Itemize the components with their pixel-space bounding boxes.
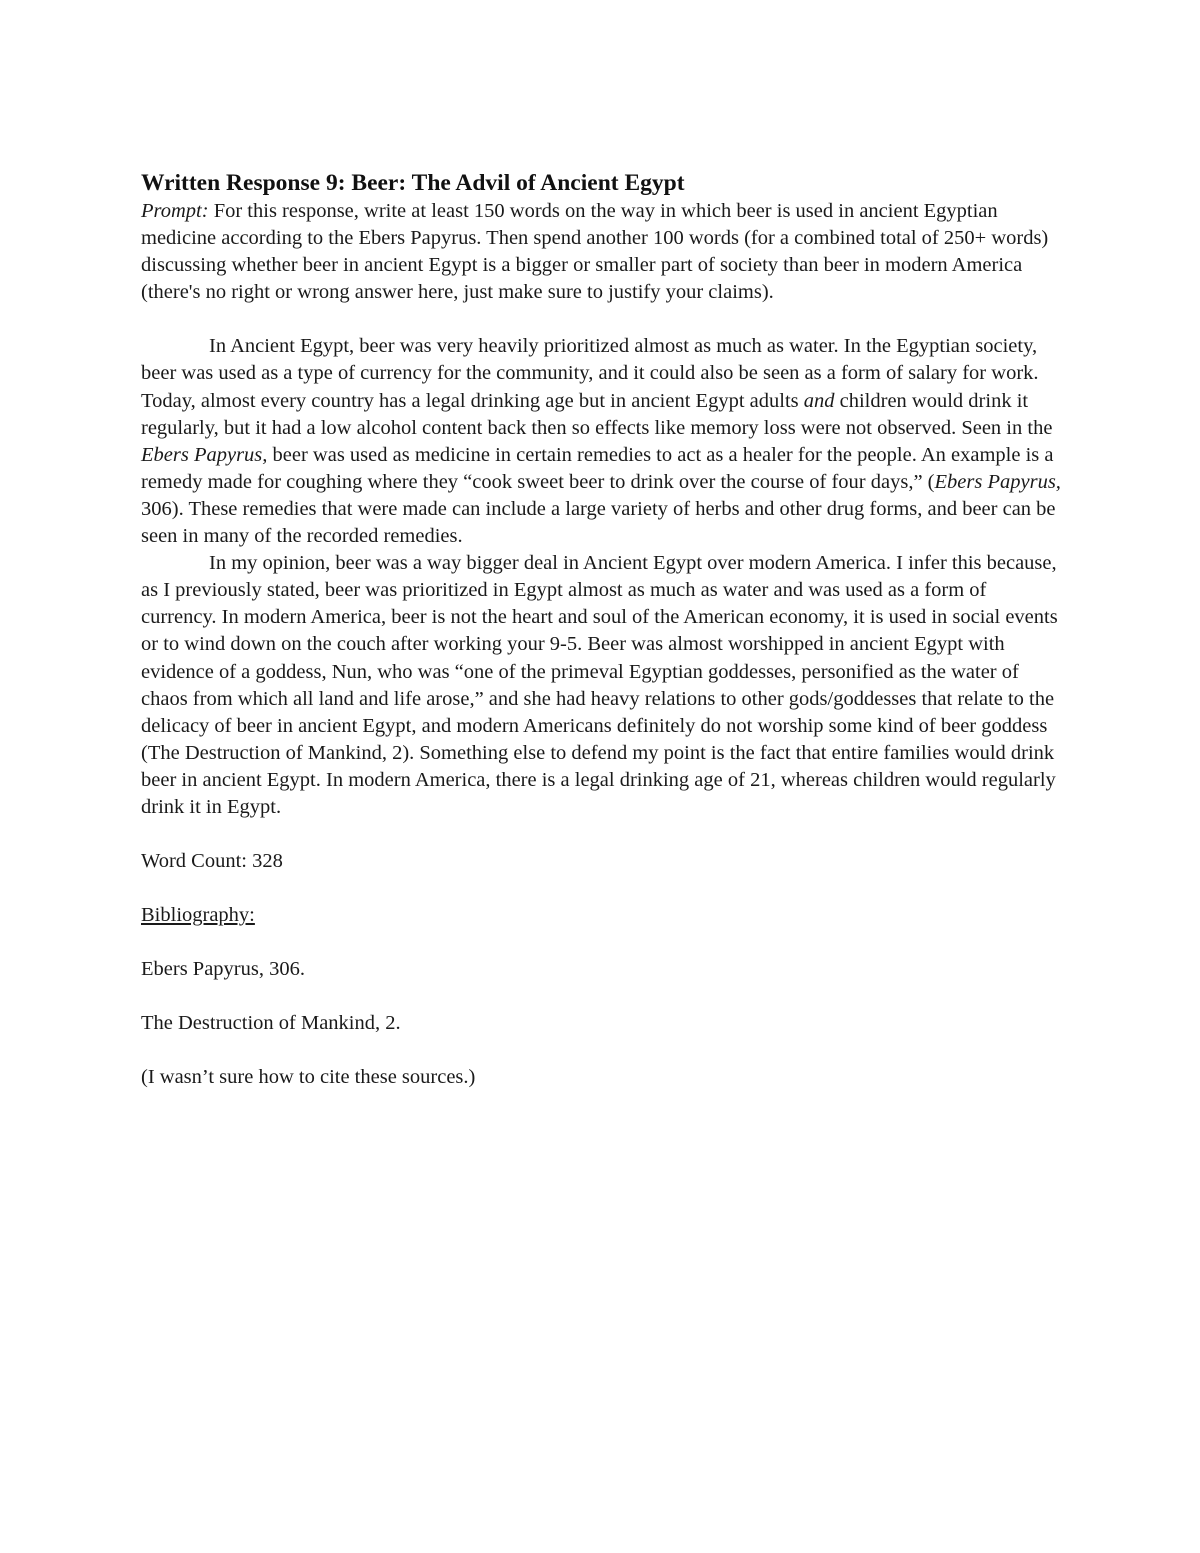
prompt-label: Prompt:: [141, 200, 209, 222]
paragraph-text: In Ancient Egypt, beer was very heavily prioritized almost as much as water. In the Egyptian society, beer was used as a type of currency for the community, and it could also be seen as a form of salary for work. Today, almost every country has a legal drinking age but in ancient Egypt adults: [141, 335, 1039, 412]
document-page: [141, 168, 1066, 1092]
paragraph-text: beer was used as medicine in certain remedies to act as a healer for the people. An example is a remedy made for coughing where they “cook sweet beer to drink over the course of four days,” (: [141, 443, 1054, 493]
body-paragraph-1: [141, 333, 1066, 550]
prompt-text: For this response, write at least 150 words on the way in which beer is used in ancient Egyptian medicine according to the Ebers Papyrus. Then spend another 100 words (for a combined total of 250+ words) discussing whether beer in ancient Egypt is a bigger or smaller part of society than beer in modern America (there's no right or wrong answer here, just make sure to justify your claims).: [141, 200, 1049, 304]
paragraph-text: children would drink it regularly, but it had a low alcohol content back then so effects like memory loss were not observed. Seen in the: [141, 389, 1053, 439]
word-count: Word Count: 328: [141, 850, 283, 873]
bibliography-heading: Bibliography:: [141, 904, 255, 927]
citation-title: Ebers Papyrus,: [934, 470, 1061, 493]
citation-title: Ebers Papyrus,: [141, 443, 268, 466]
emphasis-text: and: [803, 389, 835, 412]
body-paragraph-2: In my opinion, beer was a way bigger deal in Ancient Egypt over modern America. I infer this because, as I previously stated, beer was prioritized in Egypt almost as much as water and was used as a form of currency. In modern America, beer is not the heart and soul of the American economy, it is used in social events or to wind down on the couch after working your 9-5. Beer was almost worshipped in ancient Egypt with evidence of a goddess, Nun, who was “one of the primeval Egyptian goddesses, personified as the water of chaos from which all land and life arose,” and she had heavy relations to other gods/goddesses that relate to the delicacy of beer in ancient Egypt, and modern Americans definitely do not worship some kind of beer goddess (The Destruction of Mankind, 2). Something else to defend my point is the fact that entire families would drink beer in ancient Egypt. In modern America, there is a legal drinking age of 21, whereas children would regularly drink it in Egypt.: [141, 552, 1058, 818]
prompt-paragraph: [141, 198, 1066, 306]
document-title: Written Response 9: Beer: The Advil of Ancient Egypt: [141, 170, 685, 196]
bibliography-entry: The Destruction of Mankind, 2.: [141, 1012, 401, 1035]
bibliography-note: (I wasn’t sure how to cite these sources.): [141, 1066, 476, 1089]
bibliography-entry: Ebers Papyrus, 306.: [141, 958, 305, 981]
paragraph-text: 306). These remedies that were made can include a large variety of herbs and other drug forms, and beer can be seen in many of the recorded remedies.: [141, 497, 1056, 548]
